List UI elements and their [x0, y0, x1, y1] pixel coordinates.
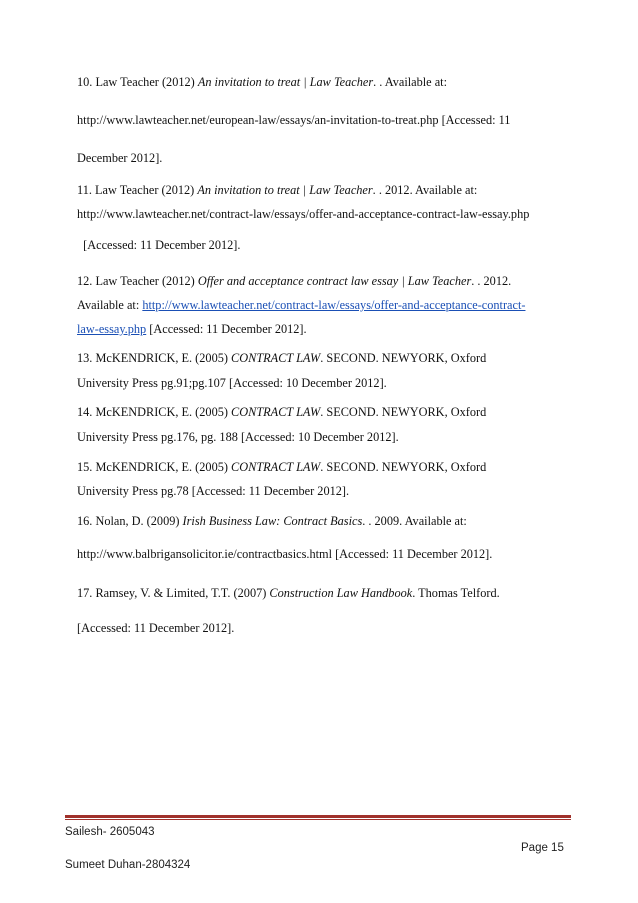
reference-14-line-1: 14. McKENDRICK, E. (2005) CONTRACT LAW. SECOND. NEWYORK, Oxford — [77, 405, 487, 419]
reference-14-line-2: University Press pg.176, pg. 188 [Accessed: 10 December 2012]. — [77, 430, 399, 444]
reference-12-line-1: 12. Law Teacher (2012) Offer and acceptance contract law essay | Law Teacher. . 2012. — [77, 274, 512, 288]
reference-16-line-1: 16. Nolan, D. (2009) Irish Business Law: Contract Basics. . 2009. Available at: — [77, 514, 467, 528]
reference-10-url: http://www.lawteacher.net/european-law/essays/an-invitation-to-treat.php [Accessed: 11 — [77, 113, 511, 127]
reference-11-url: http://www.lawteacher.net/contract-law/essays/offer-and-acceptance-contract-law-essay.php — [77, 207, 530, 221]
reference-12-link-cont[interactable]: law-essay.php — [77, 322, 147, 336]
reference-10-accessed: December 2012]. — [77, 151, 163, 165]
reference-12-line-2: Available at: http://www.lawteacher.net/contract-law/essays/offer-and-acceptance-contract- — [77, 298, 526, 312]
reference-13-line-1: 13. McKENDRICK, E. (2005) CONTRACT LAW. SECOND. NEWYORK, Oxford — [77, 351, 487, 365]
footer-author-1: Sailesh- 2605043 — [65, 826, 155, 838]
footer-page-number: Page 15 — [521, 842, 564, 854]
reference-17-line-1: 17. Ramsey, V. & Limited, T.T. (2007) Construction Law Handbook. Thomas Telford. — [77, 586, 500, 600]
reference-11-line-1: 11. Law Teacher (2012) An invitation to treat | Law Teacher. . 2012. Available at: — [77, 183, 478, 197]
reference-12-link[interactable]: http://www.lawteacher.net/contract-law/essays/offer-and-acceptance-contract- — [142, 298, 526, 312]
reference-10-line-1: 10. Law Teacher (2012) An invitation to treat | Law Teacher. . Available at: — [77, 75, 447, 89]
footer-rule — [65, 815, 571, 818]
reference-13-line-2: University Press pg.91;pg.107 [Accessed: 10 December 2012]. — [77, 376, 387, 390]
footer-author-2: Sumeet Duhan-2804324 — [65, 859, 191, 871]
reference-17-line-2: [Accessed: 11 December 2012]. — [77, 621, 235, 635]
reference-15-line-2: University Press pg.78 [Accessed: 11 December 2012]. — [77, 484, 350, 498]
reference-11-accessed: [Accessed: 11 December 2012]. — [77, 238, 241, 252]
reference-16-url: http://www.balbrigansolicitor.ie/contractbasics.html [Accessed: 11 December 2012]. — [77, 547, 493, 561]
reference-12-line-3: law-essay.php [Accessed: 11 December 2012]. — [77, 322, 307, 336]
reference-15-line-1: 15. McKENDRICK, E. (2005) CONTRACT LAW. SECOND. NEWYORK, Oxford — [77, 460, 487, 474]
